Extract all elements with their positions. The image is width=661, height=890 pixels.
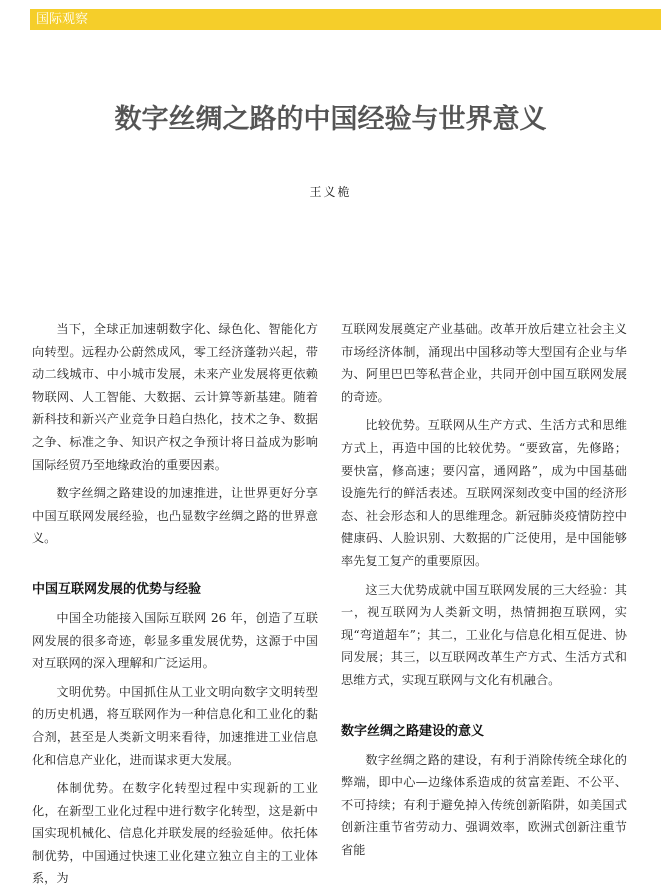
paragraph: 数字丝绸之路的建设，有利于消除传统全球化的弊端，即中心—边缘体系造成的贫富差距、不公平、不可持续；有利于避免掉入传统创新陷阱，如美国式创新注重节省劳动力、强调效率，欧洲式创新注重节省能 [341,752,627,857]
article-title: 数字丝绸之路的中国经验与世界意义 [114,104,547,135]
section-heading: 数字丝绸之路建设的意义 [341,723,485,739]
paragraph: 当下，全球正加速朝数字化、绿色化、智能化方向转型。远程办公蔚然成风，零工经济蓬勃兴起，带动二线城市、中小城市发展，未来产业发展将更依赖物联网、人工智能、大数据、云计算等新基建。随着新科技和新兴产业竞争日趋白热化，技术之争、数据之争、标准之争、知识产权之争预计将日益成为影响国际经贸乃至地缘政治的重要因素。 [32,322,318,472]
paragraph: 比较优势。互联网从生产方式、生活方式和思维方式上，再造中国的比较优势。“要致富，先修路；要快富，修高速；要闪富，通网路”，成为中国基础设施先行的鲜活表述。互联网深刻改变中国的经济形态、社会形态和人的思维理念。新冠肺炎疫情防控中健康码、人脸识别、大数据的广泛使用，是中国能够率先复工复产的重要原因。 [341,418,627,568]
paragraph: 文明优势。中国抓住从工业文明向数字文明转型的历史机遇，将互联网作为一种信息化和工业化的黏合剂，甚至是人类新文明来看待，加速推进工业信息化和信息产业化，进而谋求更大发展。 [32,684,318,767]
article-author: 王义桅 [309,185,352,199]
section-heading: 中国互联网发展的优势与经验 [32,581,202,597]
section-label: 国际观察 [36,12,89,27]
paragraph: 中国全功能接入国际互联网 26 年，创造了互联网发展的很多奇迹，彰显多重发展优势，这源于中国对互联网的深入理解和广泛运用。 [32,610,318,671]
paragraph: 互联网发展奠定产业基础。改革开放后建立社会主义市场经济体制，涌现出中国移动等大型国有企业与华为、阿里巴巴等私营企业，共同开创中国互联网发展的奇迹。 [341,322,627,404]
left-column [32,318,318,890]
right-column [341,318,627,861]
paragraph: 数字丝绸之路建设的加速推进，让世界更好分享中国互联网发展经验，也凸显数字丝绸之路的世界意义。 [32,486,318,546]
paragraph: 体制优势。在数字化转型过程中实现新的工业化，在新型工业化过程中进行数字化转型，这是新中国实现机械化、信息化并联发展的经验延伸。依托体制优势，中国通过快速工业化建立独立自主的工业体系，为 [32,781,318,886]
section-header-bar [30,9,661,30]
paragraph: 这三大优势成就中国互联网发展的三大经验：其一，视互联网为人类新文明，热情拥抱互联网，实现“弯道超车”；其二，工业化与信息化相互促进、协同发展；其三，以互联网改革生产方式、生活方式和思维方式，实现互联网与文化有机融合。 [341,582,627,687]
